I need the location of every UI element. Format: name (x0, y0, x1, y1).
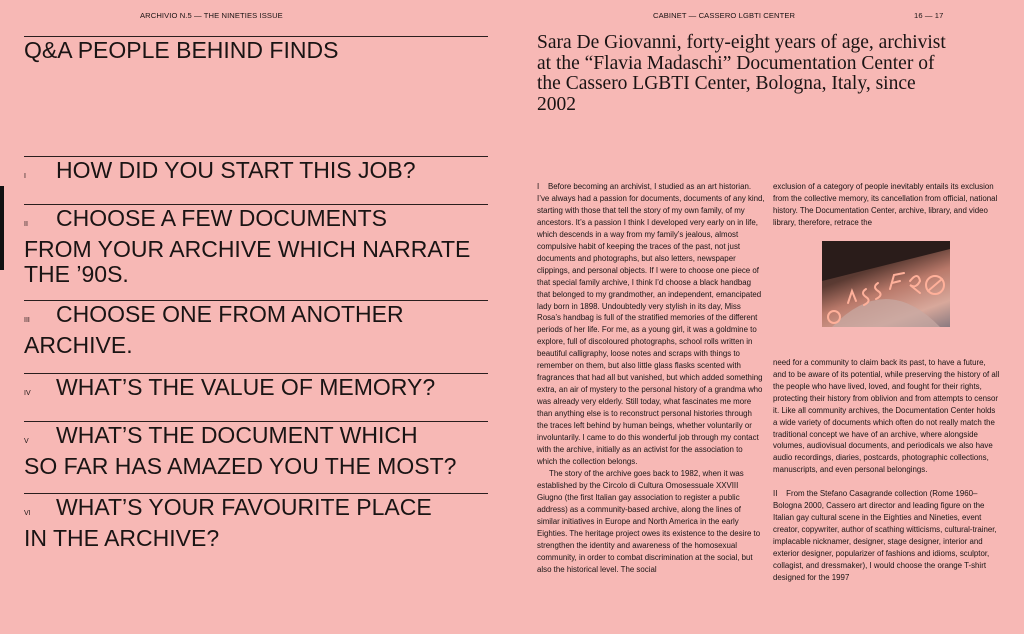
question-number: IV (24, 390, 31, 397)
question-2 (24, 206, 494, 287)
question-text-cont: FROM YOUR ARCHIVE WHICH NARRATE THE ’90S. (24, 236, 471, 287)
question-3 (24, 302, 494, 358)
body-column-2 (773, 181, 1001, 584)
answer-paragraph: II From the Stefano Casagrande collection (Rome 1960–Bologna 2000, Cassero art director and leading figure on the Italian gay cultural scene in the Eighties and Nineties, event creator, copywriter, author of scathing witticisms, cultural-trainer, implacable nicknamer, designer, stage designer, interior and exterior designer, popularizer of fashions and idioms, sculptor, collagist, and dressmaker), I would choose the orange T-shirt designed for the 1997 (773, 489, 999, 583)
running-head-left: ARCHIVIO N.5 — THE NINETIES ISSUE (140, 11, 283, 20)
question-text: WHAT’S YOUR FAVOURITE PLACE (56, 494, 432, 520)
question-text: WHAT’S THE VALUE OF MEMORY? (56, 374, 436, 400)
question-number: VI (24, 510, 31, 517)
question-4 (24, 375, 494, 406)
page-title: Q&A PEOPLE BEHIND FINDS (24, 37, 339, 63)
question-text-cont: ARCHIVE. (24, 332, 133, 358)
question-number: III (24, 317, 30, 324)
interviewee-intro: Sara De Giovanni, forty-eight years of age, archivist at the “Flavia Madaschi” Documentation Center of the Cassero LGBTI Center, Bologna, Italy, since 2002 (537, 32, 946, 115)
body-column-1 (537, 181, 765, 575)
question-text-cont: IN THE ARCHIVE? (24, 525, 220, 551)
question-6 (24, 495, 494, 551)
answer-paragraph: need for a community to claim back its past, to have a future, and to be aware of its potential, while preserving the history of all the people who have lived, loved, and fought for their rights, protecting their history from oblivion and from attempts to censor it. Like all community archives, the Documentation Center holds a wide variety of documents which often do not really match the traditional concept we have of an archive, where alongside volumes, audiovisual documents, and periodicals we also have audio recordings, diaries, postcards, photographic collections, manuscripts, and even personal belongings. (773, 357, 1000, 475)
question-text: HOW DID YOU START THIS JOB? (56, 157, 416, 183)
question-text-cont: SO FAR HAS AMAZED YOU THE MOST? (24, 453, 457, 479)
question-number: I (24, 173, 26, 180)
question-number: II (24, 221, 28, 228)
section-marker (0, 186, 4, 270)
question-5 (24, 423, 494, 479)
question-1 (24, 158, 494, 189)
answer-paragraph: I Before becoming an archivist, I studied as an art historian. I’ve always had a passion for documents, documents of any kind, starting with those that tell the story of my own family, of my ancestors. It’s a passion I think I developed very early on in life, which descends in a way from my family’s jealous, almost compulsive habit of keeping the traces of the past, not just documents and photographs, but also letters, newspaper clippings, and personal objects. If I were to choose one piece of that special family archive, I think I’d choose a black handbag that belonged to my grandmother, an independent, emancipated lady born in 1898. Undoubtedly very stylish in its day, Miss Rosa’s handbag is full of the stratified memories of the different periods of her life. For me, as a young girl, it was a goldmine to explore, full of discoloured photographs, school rolls written in beautiful calligraphy, loose notes and scraps with things to remember on them, but also little glass flasks scented with fragrances that had all but vanished, but which added something extra, an air of mystery to the personal history of a grandma who was already very elderly. Still today, what fascinates me more than anything else is to reconstruct personal histories through the traces left behind by human beings, whether voluntarily or involuntarily. I came to do this wonderful job through my contact with the archive, initially as an activist for the association to which the collection belongs. (537, 182, 767, 466)
question-text: WHAT’S THE DOCUMENT WHICH (56, 422, 418, 448)
question-text: CHOOSE ONE FROM ANOTHER (56, 301, 404, 327)
question-number: V (24, 438, 29, 445)
neon-sign-icon (822, 241, 950, 327)
answer-paragraph: The story of the archive goes back to 1982, when it was established by the Circolo di Cultura Omosessuale XXVIII Giugno (the first Italian gay association to register a public address) as a community-based archive, along the lines of similar initiatives in Europe and North America in the early Eighties. The heritage project owes its existence to the desire to strengthen the identity and awareness of the homosexual community, in order to combat discrimination at the social, but also the historical level. The social (537, 468, 761, 574)
answer-paragraph: exclusion of a category of people inevitably entails its exclusion from the collective memory, its cancellation from official, national history. The Documentation Center, archive, library, and video library, therefore, retrace the (773, 182, 998, 227)
running-head-right: CABINET — CASSERO LGBTI CENTER (653, 11, 796, 20)
question-text: CHOOSE A FEW DOCUMENTS (56, 205, 387, 231)
page-numbers: 16 — 17 (914, 11, 944, 20)
neon-sign-photo (822, 241, 950, 327)
